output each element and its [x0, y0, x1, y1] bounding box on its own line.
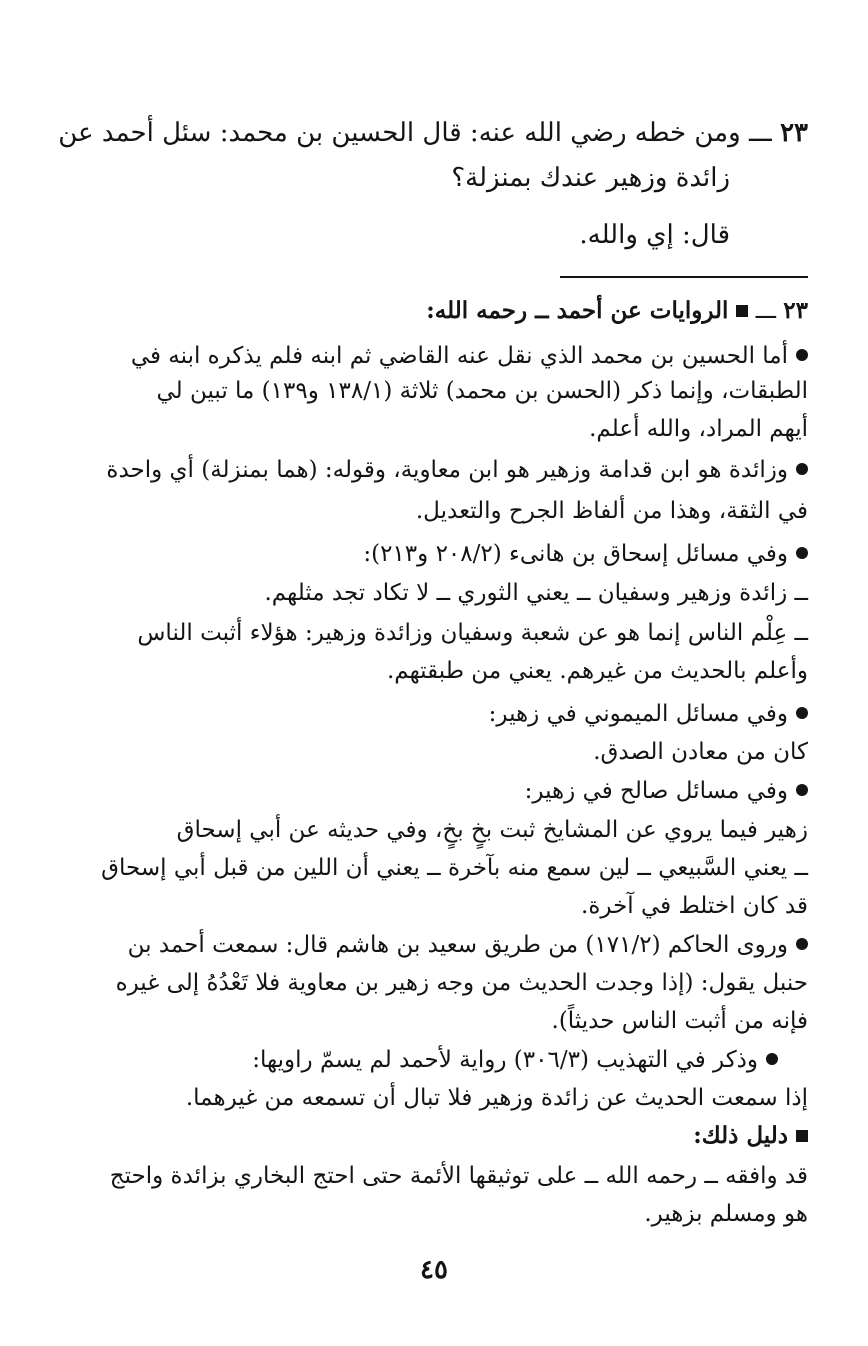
- main-line-3: قال: إي والله.: [579, 220, 730, 250]
- note-line-6: [363, 539, 808, 569]
- evidence-heading: دليل ذلك:: [693, 1122, 788, 1149]
- note-text: وروى الحاكم (١٧١/٢) من طريق سعيد بن هاشم قال: سمعت أحمد بن: [127, 932, 788, 958]
- note-line-3: أيهم المراد، والله أعلم.: [589, 416, 808, 442]
- bullet-icon: [796, 349, 808, 361]
- note-line-11: كان من معادن الصدق.: [593, 739, 808, 765]
- note-line-8: ــ عِلْم الناس إنما هو عن شعبة وسفيان وزائدة وزهير: هؤلاء أثبت الناس: [137, 620, 808, 646]
- bullet-icon: [796, 463, 808, 475]
- square-bullet-icon: [796, 1130, 808, 1142]
- entry-dash: ـــ: [748, 118, 772, 148]
- notes-dash: ـــ: [755, 298, 776, 324]
- note-line-4: [106, 455, 808, 485]
- note-line-1: [131, 341, 808, 371]
- note-text: وذكر في التهذيب (٣٠٦/٣) رواية لأحمد لم يسمّ راويها:: [252, 1047, 758, 1073]
- note-text: وفي مسائل الميموني في زهير:: [488, 701, 788, 727]
- notes-entry-number: ٢٣: [783, 297, 808, 324]
- main-text-1: ومن خطه رضي الله عنه: قال الحسين بن محمد: سئل أحمد عن: [58, 118, 741, 148]
- note-text: أما الحسين بن محمد الذي نقل عنه القاضي ثم ابنه فلم يذكره ابنه في: [130, 343, 788, 369]
- evidence-line-1: قد وافقه ــ رحمه الله ــ على توثيقها الأئمة حتى احتج البخاري بزائدة واحتج: [109, 1163, 808, 1189]
- note-line-16: [128, 930, 808, 960]
- note-line-7: ــ زائدة وزهير وسفيان ــ يعني الثوري ــ لا تكاد تجد مثلهم.: [264, 580, 808, 606]
- note-text: وفي مسائل صالح في زهير:: [524, 778, 788, 804]
- notes-heading: الروايات عن أحمد ــ رحمه الله:: [426, 297, 729, 324]
- note-line-5: في الثقة، وهذا من ألفاظ الجرح والتعديل.: [415, 498, 808, 524]
- note-text: وفي مسائل إسحاق بن هانىء (٢٠٨/٢ و٢١٣):: [363, 541, 788, 567]
- note-line-19: [252, 1045, 778, 1075]
- evidence-line-2: هو ومسلم بزهير.: [644, 1201, 808, 1227]
- main-line-1: [58, 117, 808, 149]
- note-line-15: قد كان اختلط في آخرة.: [581, 893, 808, 919]
- square-bullet-icon: [736, 305, 748, 317]
- page-number: ٤٥: [420, 1255, 448, 1285]
- bullet-icon: [796, 784, 808, 796]
- entry-number: ٢٣: [780, 118, 808, 148]
- note-line-20: إذا سمعت الحديث عن زائدة وزهير فلا تبال أن تسمعه من غيرهما.: [185, 1085, 808, 1111]
- note-line-9: وأعلم بالحديث من غيرهم. يعني من طبقتهم.: [386, 658, 808, 684]
- note-line-14: ــ يعني السَّبيعي ــ لين سمع منه بآخرة ــ يعني أن اللين من قبل أبي إسحاق: [101, 855, 808, 881]
- note-line-10: [489, 699, 808, 729]
- note-line-13: زهير فيما يروي عن المشايخ ثبت بخٍ بخٍ، وفي حديثه عن أبي إسحاق: [176, 817, 808, 843]
- footnote-separator: [560, 276, 808, 278]
- bullet-icon: [796, 707, 808, 719]
- bullet-icon: [796, 547, 808, 559]
- note-line-12: [525, 776, 808, 806]
- bullet-icon: [766, 1053, 778, 1065]
- note-text: وزائدة هو ابن قدامة وزهير هو ابن معاوية، وقوله: (هما بمنزلة) أي واحدة: [106, 457, 788, 483]
- notes-heading-line: [426, 296, 808, 326]
- note-line-2: الطبقات، وإنما ذكر (الحسن بن محمد) ثلاثة (١٣٨/١ و١٣٩) ما تبين لي: [156, 378, 808, 404]
- note-line-18: فإنه من أثبت الناس حديثاً).: [551, 1008, 808, 1034]
- main-line-2: زائدة وزهير عندك بمنزلة؟: [451, 163, 730, 193]
- note-line-17: حنبل يقول: (إذا وجدت الحديث من وجه زهير بن معاوية فلا تَعْدُهُ إلى غيره: [115, 970, 808, 996]
- bullet-icon: [796, 938, 808, 950]
- evidence-heading-line: [693, 1121, 808, 1151]
